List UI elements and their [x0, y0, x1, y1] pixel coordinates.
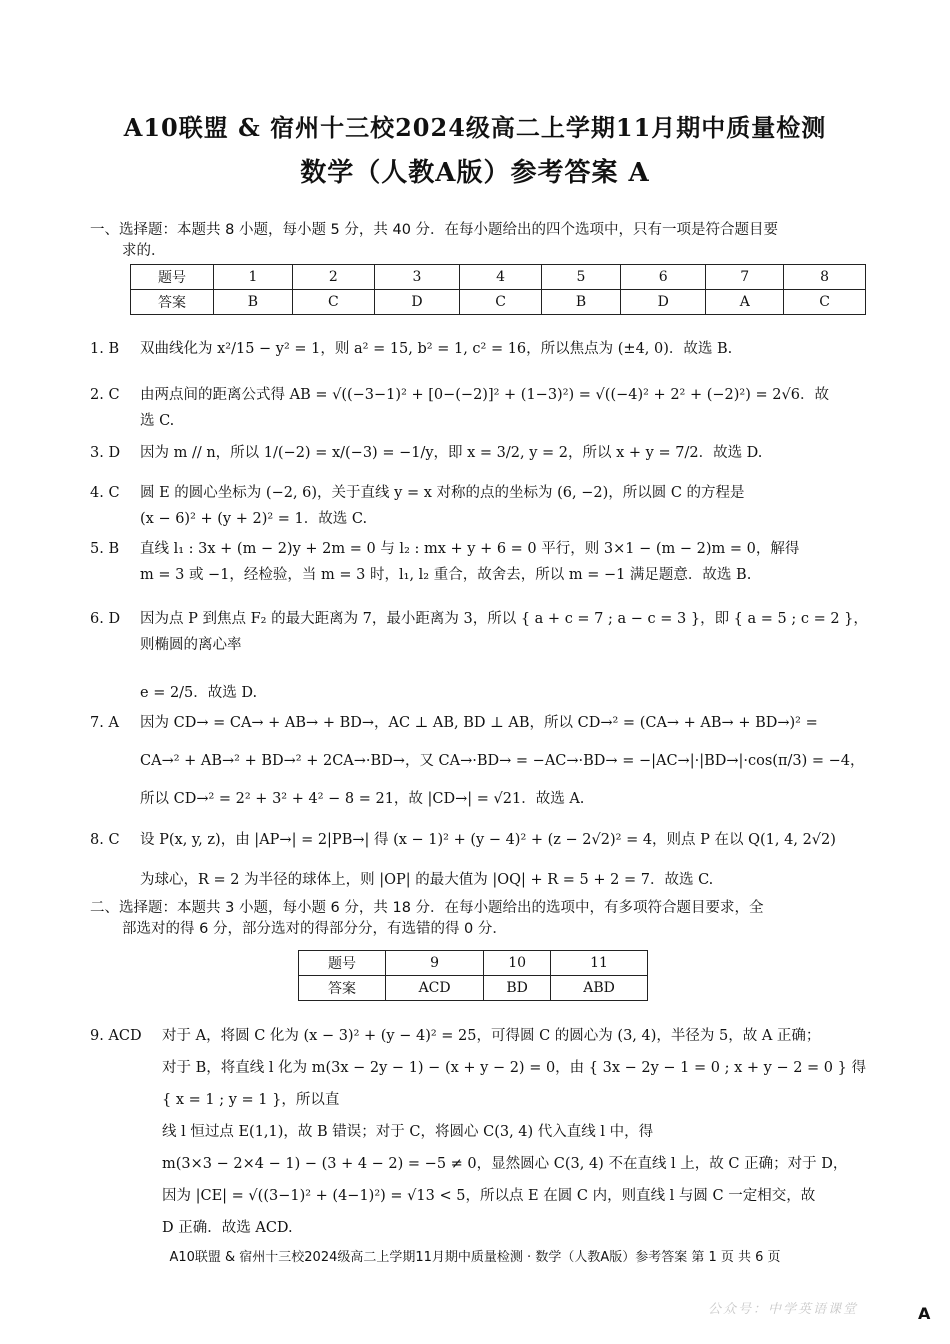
question-line: e = 2/5．故选 D. [140, 685, 258, 701]
question-line: 所以 CD→² = 2² + 3² + 4² − 8 = 21，故 |CD→| = √21．故选 A. [140, 791, 585, 807]
table-cell: 4 [460, 265, 542, 290]
table-header-cell: 答案 [299, 976, 386, 1001]
question-6 [90, 606, 870, 706]
question-number: 8. C [90, 832, 120, 848]
section1-heading-line2: 求的． [122, 243, 166, 259]
table-cell: 1 [214, 265, 293, 290]
question-line: CA→² + AB→² + BD→² + 2CA→·BD→，又 CA→·BD→ = −AC→·BD→ = −|AC→|·|BD→|·cos(π/3) = −4， [140, 753, 865, 769]
question-number: 7. A [90, 715, 119, 731]
question-line: 因为 |CE| = √((3−1)² + (4−1)²) = √13 < 5，所以点 E 在圆 C 内，则直线 l 与圆 C 一定相交，故 [162, 1188, 816, 1204]
question-line: 设 P(x, y, z)，由 |AP→| = 2|PB→| 得 (x − 1)² + (y − 4)² + (z − 2√2)² = 4，则点 P 在以 Q(1, 4, 2√2) [140, 832, 836, 848]
question-line: 因为 m // n，所以 1/(−2) = x/(−3) = −1/y，即 x = 3/2, y = 2，所以 x + y = 7/2．故选 D. [140, 445, 763, 461]
document-title: A10联盟 & 宿州十三校2024级高二上学期11月期中质量检测 [123, 113, 827, 142]
watermark: 公众号：中学英语课堂 [708, 1302, 859, 1317]
table-cell: B [542, 290, 621, 315]
question-line: 直线 l₁ : 3x + (m − 2)y + 2m = 0 与 l₂ : mx + y + 6 = 0 平行，则 3×1 − (m − 2)m = 0，解得 [140, 541, 800, 557]
question-line: 因为点 P 到焦点 F₂ 的最大距离为 7，最小距离为 3，所以 { a + c = 7 ; a − c = 3 }，即 { a = 5 ; c = 2 }，则椭圆的离心率 [140, 611, 868, 653]
table-cell: ACD [386, 976, 484, 1001]
section2-answer-table [298, 950, 648, 1001]
question-2 [90, 382, 870, 434]
page-footer: A10联盟 & 宿州十三校2024级高二上学期11月期中质量检测 · 数学（人教A版）参考答案 第 1 页 共 6 页 [169, 1250, 781, 1265]
question-number: 4. C [90, 485, 120, 501]
table-header-cell: 题号 [131, 265, 214, 290]
table-cell: 7 [706, 265, 784, 290]
table-row-numbers [299, 951, 648, 976]
table-cell: ABD [551, 976, 648, 1001]
question-line: 选 C. [140, 413, 175, 429]
question-4 [90, 480, 870, 532]
question-number: 6. D [90, 611, 121, 627]
question-line: m = 3 或 −1，经检验，当 m = 3 时，l₁, l₂ 重合，故舍去，所以 m = −1 满足题意．故选 B. [140, 567, 752, 583]
section1-heading-line1: 一、选择题：本题共 8 小题，每小题 5 分，共 40 分．在每小题给出的四个选项中，只有一项是符合题目要 [90, 222, 779, 238]
question-number: 3. D [90, 445, 121, 461]
question-line: 因为 CD→ = CA→ + AB→ + BD→，AC ⊥ AB, BD ⊥ AB，所以 CD→² = (CA→ + AB→ + BD→)² = [140, 715, 818, 731]
question-line: m(3×3 − 2×4 − 1) − (3 + 4 − 2) = −5 ≠ 0，显然圆心 C(3, 4) 不在直线 l 上，故 C 正确；对于 D， [162, 1156, 848, 1172]
table-cell: BD [484, 976, 551, 1001]
table-cell: 5 [542, 265, 621, 290]
question-line: 双曲线化为 x²/15 − y² = 1，则 a² = 15, b² = 1, c² = 16，所以焦点为 (±4, 0)．故选 B. [140, 341, 733, 357]
table-cell: 9 [386, 951, 484, 976]
table-row-numbers [131, 265, 866, 290]
section2-heading-line2: 部选对的得 6 分，部分选对的得部分分，有选错的得 0 分． [122, 921, 507, 937]
table-cell: A [706, 290, 784, 315]
section2-heading-line1: 二、选择题：本题共 3 小题，每小题 6 分，共 18 分．在每小题给出的选项中，有多项符合题目要求，全 [90, 900, 764, 916]
question-number: 9. ACD [90, 1028, 142, 1044]
table-cell: D [374, 290, 459, 315]
question-8 [90, 820, 870, 900]
question-line: 圆 E 的圆心坐标为 (−2, 6)，关于直线 y = x 对称的点的坐标为 (6, −2)，所以圆 C 的方程是 [140, 485, 745, 501]
table-cell: C [292, 290, 374, 315]
document-subtitle: 数学（人教A版）参考答案 A [300, 158, 650, 188]
question-5 [90, 536, 870, 588]
question-3 [90, 440, 870, 466]
table-header-cell: 答案 [131, 290, 214, 315]
question-number: 1. B [90, 341, 120, 357]
question-line: 对于 B，将直线 l 化为 m(3x − 2y − 1) − (x + y − 2) = 0，由 { 3x − 2y − 1 = 0 ; x + y − 2 = 0 } 得 { x = 1 ; y = 1 }，所以直 [162, 1060, 866, 1108]
table-row-answers [131, 290, 866, 315]
question-number: 2. C [90, 387, 120, 403]
table-cell: 8 [784, 265, 866, 290]
table-cell: 10 [484, 951, 551, 976]
table-cell: B [214, 290, 293, 315]
table-cell: C [460, 290, 542, 315]
question-line: 对于 A，将圆 C 化为 (x − 3)² + (y − 4)² = 25，可得圆 C 的圆心为 (3, 4)，半径为 5，故 A 正确； [162, 1028, 821, 1044]
table-cell: 2 [292, 265, 374, 290]
question-line: D 正确．故选 ACD. [162, 1220, 293, 1236]
section2-heading [90, 898, 860, 940]
section1-answer-table [130, 264, 866, 315]
table-cell: 6 [620, 265, 705, 290]
question-line: 线 l 恒过点 E(1,1)，故 B 错误；对于 C，将圆心 C(3, 4) 代入直线 l 中，得 [162, 1124, 654, 1140]
table-cell: 11 [551, 951, 648, 976]
section1-heading [90, 220, 860, 262]
table-cell: D [620, 290, 705, 315]
table-cell: 3 [374, 265, 459, 290]
table-row-answers [299, 976, 648, 1001]
table-header-cell: 题号 [299, 951, 386, 976]
question-line: 为球心，R = 2 为半径的球体上，则 |OP| 的最大值为 |OQ| + R = 5 + 2 = 7．故选 C. [140, 872, 714, 888]
question-1 [90, 336, 870, 362]
corner-mark: A [918, 1304, 931, 1323]
table-cell: C [784, 290, 866, 315]
question-9 [90, 1020, 870, 1244]
question-7 [90, 704, 870, 818]
question-line: 由两点间的距离公式得 AB = √((−3−1)² + [0−(−2)]² + (1−3)²) = √((−4)² + 2² + (−2)²) = 2√6．故 [140, 387, 829, 403]
question-line: (x − 6)² + (y + 2)² = 1．故选 C. [140, 511, 368, 527]
question-number: 5. B [90, 541, 120, 557]
